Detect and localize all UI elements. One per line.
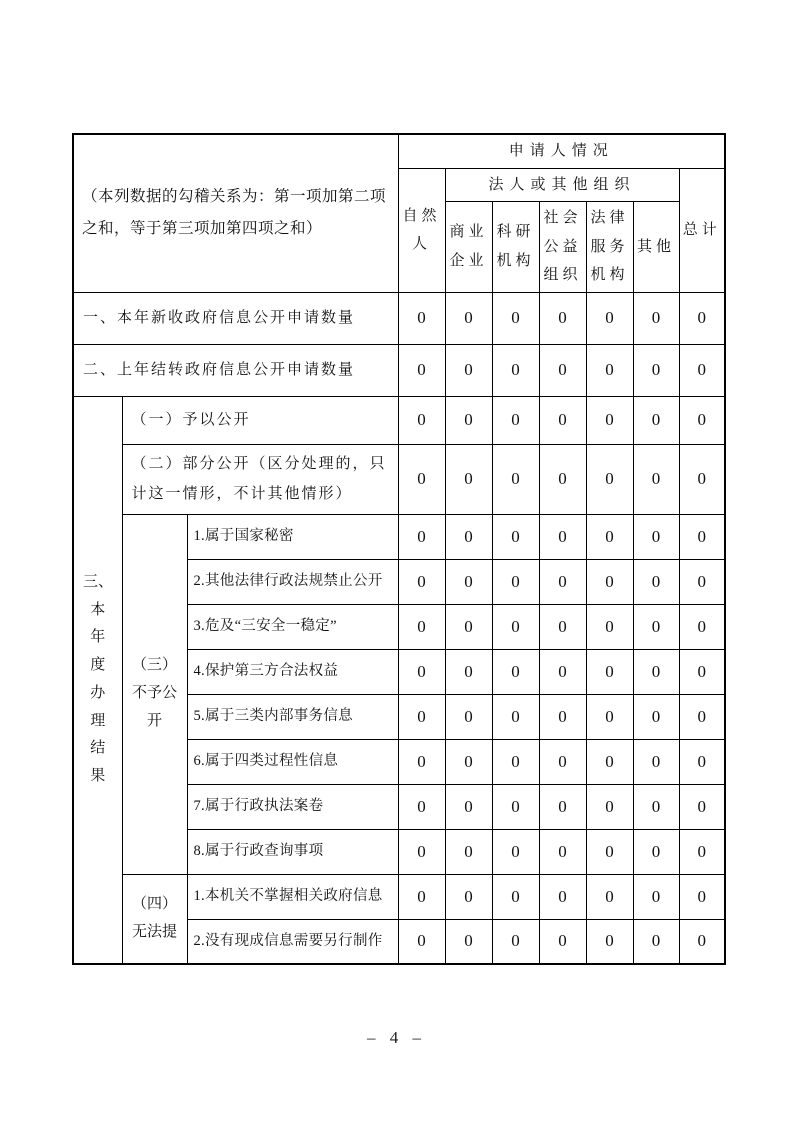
section3-label: 三、本年度办理结果 [73, 396, 122, 964]
value-cell: 0 [539, 396, 586, 444]
value-cell: 0 [492, 829, 539, 874]
value-cell: 0 [445, 604, 492, 649]
value-cell: 0 [539, 604, 586, 649]
value-cell: 0 [445, 694, 492, 739]
value-cell: 0 [679, 514, 725, 559]
value-cell: 0 [633, 344, 679, 396]
value-cell: 0 [633, 919, 679, 964]
header-col-social-welfare-org: 社会公益组织 [539, 202, 586, 293]
value-cell: 0 [492, 444, 539, 514]
value-cell: 0 [679, 292, 725, 344]
value-cell: 0 [586, 739, 633, 784]
header-natural-person: 自然人 [398, 168, 445, 292]
value-cell: 0 [633, 444, 679, 514]
header-legal-org: 法人或其他组织 [445, 168, 679, 202]
refused-item-label: 1.属于国家秘密 [187, 514, 398, 559]
value-cell: 0 [539, 919, 586, 964]
value-cell: 0 [492, 739, 539, 784]
value-cell: 0 [633, 649, 679, 694]
header-row-applicant [73, 134, 725, 168]
header-col-research-institution: 科研机构 [492, 202, 539, 293]
value-cell: 0 [445, 514, 492, 559]
value-cell: 0 [679, 344, 725, 396]
value-cell: 0 [492, 559, 539, 604]
value-cell: 0 [492, 514, 539, 559]
value-cell: 0 [633, 514, 679, 559]
value-cell: 0 [398, 604, 445, 649]
row-granted [73, 396, 725, 444]
value-cell: 0 [492, 874, 539, 919]
header-total: 总计 [679, 168, 725, 292]
value-cell: 0 [445, 396, 492, 444]
value-cell: 0 [398, 344, 445, 396]
value-cell: 0 [633, 559, 679, 604]
header-col-other: 其他 [633, 202, 679, 293]
row-new-applications-label: 一、本年新收政府信息公开申请数量 [73, 292, 398, 344]
value-cell: 0 [398, 784, 445, 829]
value-cell: 0 [539, 344, 586, 396]
value-cell: 0 [633, 829, 679, 874]
value-cell: 0 [539, 784, 586, 829]
value-cell: 0 [586, 694, 633, 739]
value-cell: 0 [539, 559, 586, 604]
value-cell: 0 [492, 344, 539, 396]
row-partial [73, 444, 725, 514]
unable-item-label: 2.没有现成信息需要另行制作 [187, 919, 398, 964]
value-cell: 0 [492, 292, 539, 344]
header-applicant-status: 申请人情况 [398, 134, 725, 168]
value-cell: 0 [586, 784, 633, 829]
value-cell: 0 [398, 829, 445, 874]
unable-group-label: （四）无法提 [122, 874, 187, 964]
value-cell: 0 [679, 784, 725, 829]
value-cell: 0 [539, 649, 586, 694]
value-cell: 0 [586, 396, 633, 444]
value-cell: 0 [633, 874, 679, 919]
value-cell: 0 [539, 292, 586, 344]
header-col-commercial-enterprise: 商业企业 [445, 202, 492, 293]
value-cell: 0 [445, 829, 492, 874]
row-unable-item [73, 874, 725, 919]
row-granted-label: （一）予以公开 [122, 396, 398, 444]
value-cell: 0 [586, 919, 633, 964]
value-cell: 0 [586, 649, 633, 694]
row-new-applications [73, 292, 725, 344]
row-carryover-applications [73, 344, 725, 396]
value-cell: 0 [586, 292, 633, 344]
refused-item-label: 5.属于三类内部事务信息 [187, 694, 398, 739]
value-cell: 0 [679, 739, 725, 784]
report-table [72, 133, 726, 965]
row-partial-label: （二）部分公开（区分处理的，只计这一情形，不计其他情形） [122, 444, 398, 514]
value-cell: 0 [633, 694, 679, 739]
refused-item-label: 3.危及“三安全一稳定” [187, 604, 398, 649]
value-cell: 0 [586, 344, 633, 396]
row-carryover-applications-label: 二、上年结转政府信息公开申请数量 [73, 344, 398, 396]
value-cell: 0 [679, 649, 725, 694]
value-cell: 0 [679, 444, 725, 514]
refused-item-label: 8.属于行政查询事项 [187, 829, 398, 874]
value-cell: 0 [492, 396, 539, 444]
value-cell: 0 [398, 649, 445, 694]
value-cell: 0 [492, 694, 539, 739]
value-cell: 0 [445, 649, 492, 694]
unable-item-label: 1.本机关不掌握相关政府信息 [187, 874, 398, 919]
value-cell: 0 [398, 919, 445, 964]
value-cell: 0 [679, 604, 725, 649]
value-cell: 0 [679, 559, 725, 604]
value-cell: 0 [398, 444, 445, 514]
value-cell: 0 [398, 514, 445, 559]
value-cell: 0 [679, 874, 725, 919]
value-cell: 0 [445, 919, 492, 964]
note-cell: （本列数据的勾稽关系为：第一项加第二项之和，等于第三项加第四项之和） [73, 134, 398, 292]
value-cell: 0 [492, 784, 539, 829]
value-cell: 0 [445, 784, 492, 829]
value-cell: 0 [586, 604, 633, 649]
value-cell: 0 [586, 829, 633, 874]
value-cell: 0 [398, 739, 445, 784]
value-cell: 0 [445, 292, 492, 344]
value-cell: 0 [633, 292, 679, 344]
value-cell: 0 [539, 739, 586, 784]
value-cell: 0 [539, 694, 586, 739]
value-cell: 0 [539, 829, 586, 874]
value-cell: 0 [398, 292, 445, 344]
value-cell: 0 [445, 559, 492, 604]
value-cell: 0 [398, 396, 445, 444]
page-number: – 4 – [367, 1028, 426, 1047]
value-cell: 0 [679, 919, 725, 964]
value-cell: 0 [539, 874, 586, 919]
value-cell: 0 [445, 739, 492, 784]
value-cell: 0 [398, 874, 445, 919]
value-cell: 0 [679, 829, 725, 874]
value-cell: 0 [633, 739, 679, 784]
value-cell: 0 [398, 694, 445, 739]
value-cell: 0 [492, 649, 539, 694]
value-cell: 0 [492, 919, 539, 964]
value-cell: 0 [586, 514, 633, 559]
value-cell: 0 [445, 444, 492, 514]
value-cell: 0 [633, 396, 679, 444]
refused-group-label: （三）不予公开 [122, 514, 187, 874]
refused-item-label: 2.其他法律行政法规禁止公开 [187, 559, 398, 604]
value-cell: 0 [586, 559, 633, 604]
value-cell: 0 [539, 444, 586, 514]
refused-item-label: 4.保护第三方合法权益 [187, 649, 398, 694]
value-cell: 0 [445, 344, 492, 396]
refused-item-label: 6.属于四类过程性信息 [187, 739, 398, 784]
value-cell: 0 [679, 396, 725, 444]
row-refused-item [73, 514, 725, 559]
value-cell: 0 [633, 784, 679, 829]
value-cell: 0 [398, 559, 445, 604]
value-cell: 0 [679, 694, 725, 739]
value-cell: 0 [586, 444, 633, 514]
value-cell: 0 [492, 604, 539, 649]
value-cell: 0 [539, 514, 586, 559]
value-cell: 0 [633, 604, 679, 649]
value-cell: 0 [586, 874, 633, 919]
value-cell: 0 [445, 874, 492, 919]
refused-item-label: 7.属于行政执法案卷 [187, 784, 398, 829]
header-col-legal-service-org: 法律服务机构 [586, 202, 633, 293]
